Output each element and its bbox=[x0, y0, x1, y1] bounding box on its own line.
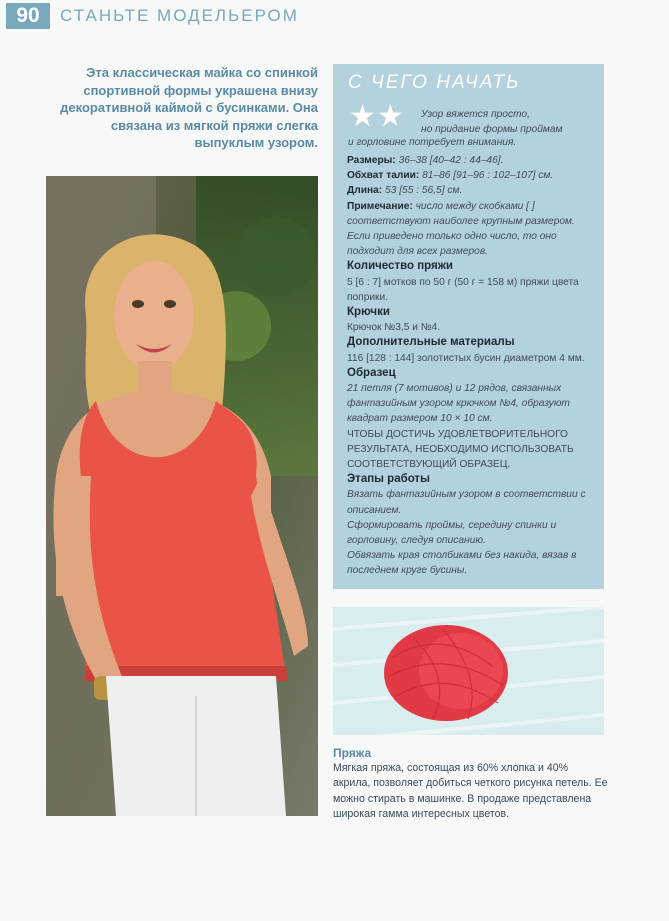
hooks-value: Крючок №3,5 и №4. bbox=[347, 322, 441, 334]
waist-value: 81–86 [91–96 : 102–107] см. bbox=[422, 170, 554, 182]
panel-title: С ЧЕГО НАЧАТЬ bbox=[348, 72, 521, 93]
note-label: Примечание: bbox=[347, 200, 413, 212]
note-value: число между скобками [ ] соответствуют наиболее крупным размером. Если приведено только одно число, то оно подходит для всех размеров. bbox=[347, 200, 575, 258]
length-label: Длина: bbox=[347, 185, 383, 197]
sample-caps: ЧТОБЫ ДОСТИЧЬ УДОВЛЕТВОРИТЕЛЬНОГО РЕЗУЛЬТАТА, НЕОБХОДИМО ИСПОЛЬЗОВАТЬ СООТВЕТСТВУЮЩИЙ ОБРАЗЕЦ. bbox=[347, 428, 574, 471]
length-row bbox=[347, 183, 600, 198]
difficulty-line-1: Узор вяжется просто, bbox=[421, 109, 530, 120]
sample-heading: Образец bbox=[347, 366, 396, 379]
sizes-row bbox=[347, 153, 600, 168]
model-illustration bbox=[46, 176, 318, 816]
getting-started-panel bbox=[333, 64, 604, 589]
yarn-photo bbox=[333, 607, 604, 735]
note-row bbox=[347, 199, 600, 260]
step-2: Сформировать проймы, середину спинки и горловину, следуя описанию. bbox=[347, 519, 557, 547]
waist-label: Обхват талии: bbox=[347, 170, 420, 182]
yarn-value: 5 [6 : 7] мотков по 50 г (50 г = 158 м) пряжи цвета поприки. bbox=[347, 276, 579, 303]
step-1: Вязать фантазийным узором в соответствии с описанием. bbox=[347, 489, 586, 516]
specs-list bbox=[347, 153, 600, 579]
waist-row bbox=[347, 168, 600, 183]
page-number: 90 bbox=[6, 3, 50, 29]
yarn-heading: Количество пряжи bbox=[347, 260, 453, 273]
extra-heading: Дополнительные материалы bbox=[347, 336, 515, 349]
yarn-box-text: Мягкая пряжа, состоящая из 60% хлопка и 40% акрила, позволяет добиться четкого рисунка петель. Ее можно стирать в машинке. В продаже представлена широкая гамма интересных цветов. bbox=[333, 762, 608, 820]
sample-value: 21 петля (7 мотивов) и 12 рядов, связанных фантазийным узором крючком №4, образуют квадрат размером 10 × 10 см. bbox=[347, 383, 570, 425]
sizes-value: 36–38 [40–42 : 44–46]. bbox=[398, 155, 504, 166]
extra-value: 116 [128 : 144] золотистых бусин диаметром 4 мм. bbox=[347, 352, 585, 364]
difficulty-line-2: но придание формы проймам bbox=[421, 124, 563, 135]
hooks-heading: Крючки bbox=[347, 306, 390, 319]
yarn-box-title: Пряжа bbox=[333, 746, 372, 760]
steps-heading: Этапы работы bbox=[347, 473, 430, 486]
length-value: 53 [55 : 56,5] см. bbox=[385, 185, 463, 197]
intro-text: Эта классическая майка со спинкой спортивной формы украшена внизу декоративной каймой с бусинками. Она связана из мягкой пряжи слегка выпуклым узором. bbox=[60, 65, 318, 150]
difficulty-text bbox=[421, 107, 601, 137]
difficulty-stars: ★★ bbox=[349, 100, 405, 133]
model-photo bbox=[46, 176, 318, 816]
step-3: Обвязать края столбиками без накида, вязав в последнем круге бусины. bbox=[347, 550, 577, 577]
yarn-ball-illustration bbox=[333, 607, 604, 735]
sizes-label: Размеры: bbox=[347, 155, 396, 166]
difficulty-line-3: и горловине потребует внимания. bbox=[348, 137, 517, 148]
section-title: СТАНЬТЕ МОДЕЛЬЕРОМ bbox=[60, 6, 299, 25]
